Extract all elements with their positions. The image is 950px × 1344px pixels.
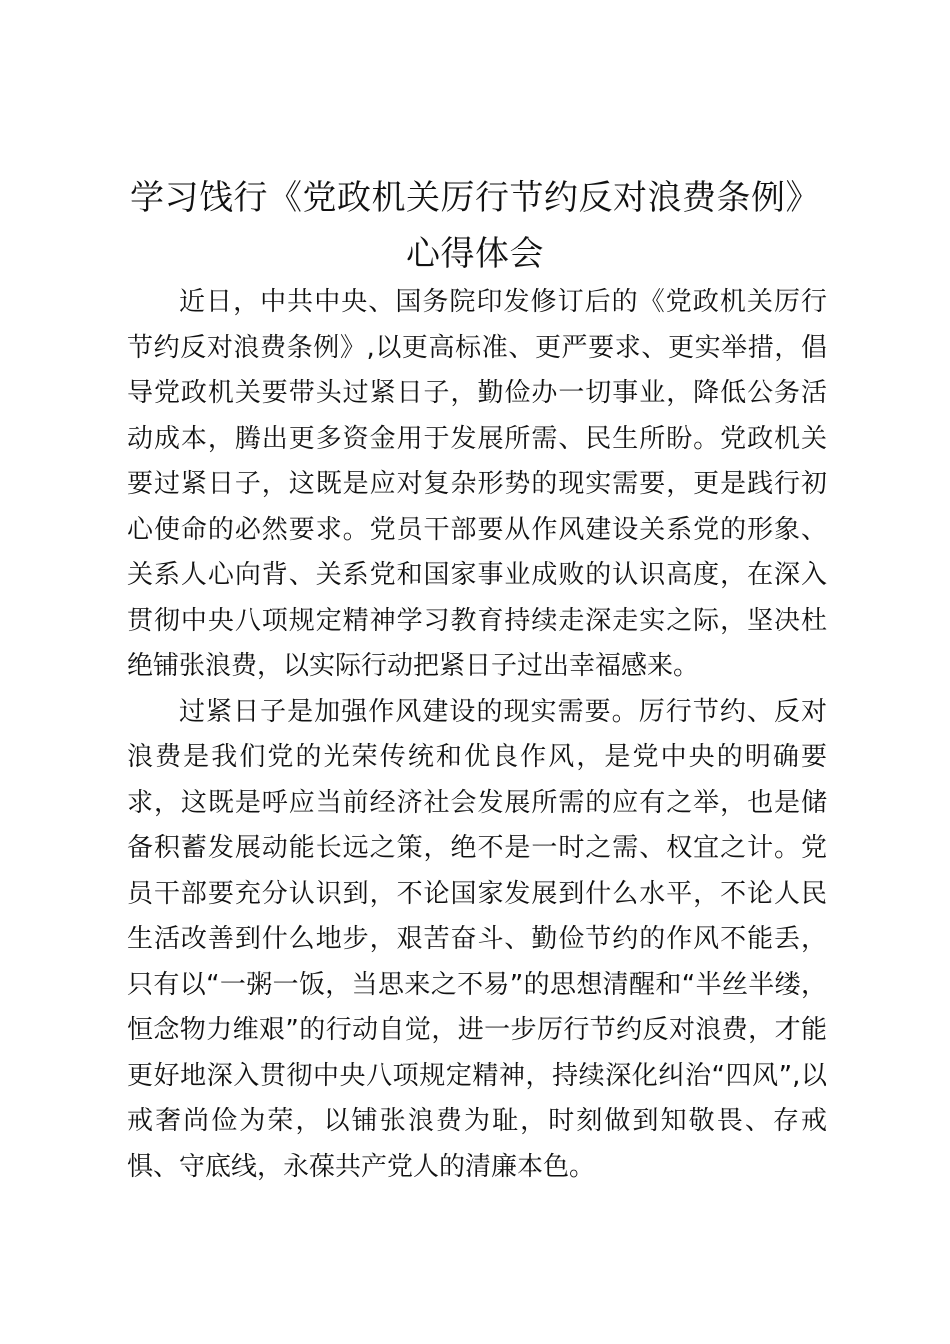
title-line-2: 心得体会	[406, 234, 544, 274]
title-line-1: 学习饯行《党政机关厉行节约反对浪费条例》	[130, 178, 820, 218]
document-title	[110, 170, 840, 282]
paragraph-2: 过紧日子是加强作风建设的现实需要。厉行节约、反对浪费是我们党的光荣传统和优良作风，是党中央的明确要求，这既是呼应当前经济社会发展所需的应有之举，也是储备积蓄发展动能长远之策，绝不是一时之需、权宜之计。党员干部要充分认识到，不论国家发展到什么水平，不论人民生活改善到什么地步，艰苦奋斗、勤俭节约的作风不能丢，只有以“一粥一饭，当思来之不易”的思想清醒和“半丝半缕，恒念物力维艰”的行动自觉，进一步厉行节约反对浪费，才能更好地深入贯彻中央八项规定精神，持续深化纠治“四风”,以戒奢尚俭为荣，以铺张浪费为耻，时刻做到知敬畏、存戒惧、守底线，永葆共产党人的清廉本色。	[127, 696, 827, 1182]
document-body	[127, 280, 827, 1190]
paragraph-1: 近日，中共中央、国务院印发修订后的《党政机关厉行节约反对浪费条例》,以更高标准、更严要求、更实举措，倡导党政机关要带头过紧日子，勤俭办一切事业，降低公务活动成本，腾出更多资金用于发展所需、民生所盼。党政机关要过紧日子，这既是应对复杂形势的现实需要，更是践行初心使命的必然要求。党员干部要从作风建设关系党的形象、关系人心向背、关系党和国家事业成败的认识高度，在深入贯彻中央八项规定精神学习教育持续走深走实之际，坚决杜绝铺张浪费，以实际行动把紧日子过出幸福感来。	[127, 287, 827, 681]
